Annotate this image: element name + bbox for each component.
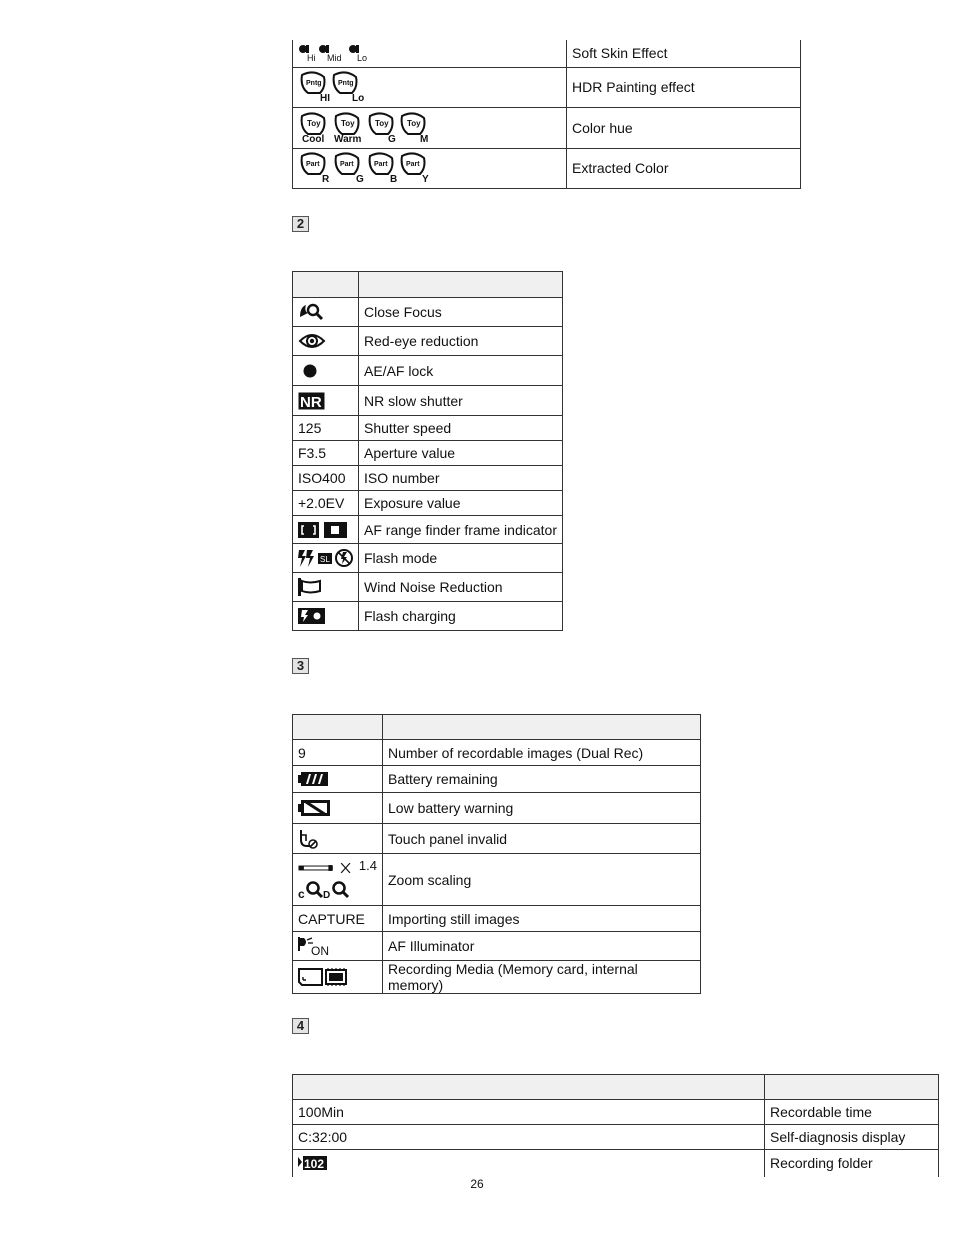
zoom-scale-cell (293, 854, 383, 906)
item-desc: Red-eye reduction (359, 327, 563, 356)
table-row (293, 824, 701, 854)
table-row (293, 932, 701, 961)
item-desc: Flash charging (359, 602, 563, 631)
svg-text:NR: NR (300, 393, 322, 410)
nr-slow-shutter-icon (293, 386, 359, 416)
low-battery-icon (293, 793, 383, 824)
section-marker-3: 3 (292, 658, 309, 674)
effects-table (292, 40, 801, 189)
table-row (293, 1150, 939, 1177)
section-marker-2: 2 (292, 216, 309, 232)
battery-icon (293, 766, 383, 793)
svg-text:Y: Y (422, 174, 429, 184)
recordable-images-value: 9 (293, 740, 383, 766)
table-row (293, 544, 563, 573)
effect-desc: Extracted Color (567, 148, 801, 188)
touch-invalid-icon (293, 824, 383, 854)
item-desc: Recordable time (765, 1100, 939, 1125)
item-desc: Importing still images (383, 906, 701, 932)
toy-camera-cool-warm-g-m-icon (293, 107, 567, 148)
svg-text:Pntg: Pntg (306, 80, 322, 87)
table-row (293, 766, 701, 793)
recordable-time-value: 100Min (293, 1100, 765, 1125)
af-frame-indicator-icon (293, 516, 359, 544)
svg-text:G: G (356, 174, 364, 184)
table-header-row (293, 715, 701, 740)
svg-text:SL: SL (320, 555, 330, 564)
header-display (293, 715, 383, 740)
partial-color-r-g-b-y-icon (293, 148, 567, 188)
table-row (293, 441, 563, 466)
table-row (293, 386, 563, 416)
table-row (293, 491, 563, 516)
svg-text:Toy: Toy (307, 118, 321, 128)
table-row (293, 573, 563, 602)
svg-text:HI: HI (320, 93, 330, 103)
section4-table (292, 1074, 939, 1177)
svg-text:Lo: Lo (357, 53, 368, 64)
item-desc: Flash mode (359, 544, 563, 573)
af-illuminator-icon (293, 932, 383, 961)
table-row (293, 298, 563, 327)
svg-text:M: M (420, 133, 429, 144)
soft-skin-hi-mid-lo-icon (293, 40, 567, 67)
capture-value: CAPTURE (293, 906, 383, 932)
svg-text:Part: Part (374, 161, 388, 168)
zoom-type-icons (298, 879, 354, 899)
effect-desc: Color hue (567, 107, 801, 148)
svg-text:Pntg: Pntg (338, 80, 354, 87)
page-number: 26 (470, 1177, 484, 1191)
table-row (293, 107, 801, 148)
table-row (293, 466, 563, 491)
table-row (293, 906, 701, 932)
table-row (293, 356, 563, 386)
item-desc: Shutter speed (359, 416, 563, 441)
svg-text:D: D (323, 890, 331, 899)
item-desc: Exposure value (359, 491, 563, 516)
item-desc: Number of recordable images (Dual Rec) (383, 740, 701, 766)
aperture-value: F3.5 (293, 441, 359, 466)
svg-text:Part: Part (306, 161, 320, 168)
table-row (293, 961, 701, 994)
item-desc: AE/AF lock (359, 356, 563, 386)
item-desc: Battery remaining (383, 766, 701, 793)
item-desc: ISO number (359, 466, 563, 491)
svg-text:c: c (298, 887, 305, 899)
item-desc: AF range finder frame indicator (359, 516, 563, 544)
section-marker-4: 4 (292, 1018, 309, 1034)
section3-table (292, 714, 701, 994)
table-header-row (293, 1075, 939, 1100)
item-desc: AF Illuminator (383, 932, 701, 961)
flash-mode-icon (293, 544, 359, 573)
item-desc: Recording Media (Memory card, internal memory) (383, 961, 701, 994)
self-diagnosis-value: C:32:00 (293, 1125, 765, 1150)
svg-text:102: 102 (304, 1157, 325, 1172)
svg-text:Part: Part (340, 161, 354, 168)
table-row (293, 40, 801, 67)
svg-text:Toy: Toy (407, 118, 421, 128)
table-row (293, 148, 801, 188)
header-display (293, 1075, 765, 1100)
svg-text:B: B (390, 174, 398, 184)
table-row (293, 602, 563, 631)
item-desc: Aperture value (359, 441, 563, 466)
flash-charging-icon (293, 602, 359, 631)
hdr-painting-hi-lo-icon (293, 67, 567, 107)
effect-desc: HDR Painting effect (567, 67, 801, 107)
table-row (293, 516, 563, 544)
wind-noise-icon (293, 573, 359, 602)
header-meaning (383, 715, 701, 740)
svg-text:Hi: Hi (307, 53, 316, 64)
iso-value: ISO400 (293, 466, 359, 491)
item-desc: Recording folder (765, 1150, 939, 1177)
svg-text:Cool: Cool (302, 133, 325, 144)
recording-folder-icon (293, 1150, 765, 1177)
header-display (293, 272, 359, 298)
table-row (293, 67, 801, 107)
svg-text:Warm: Warm (334, 133, 362, 144)
red-eye-icon (293, 327, 359, 356)
svg-text:Toy: Toy (341, 118, 355, 128)
close-focus-icon (293, 298, 359, 327)
recording-media-icon (293, 961, 383, 994)
exposure-value: +2.0EV (293, 491, 359, 516)
ae-af-lock-icon (293, 356, 359, 386)
section2-table (292, 271, 563, 631)
shutter-speed-value: 125 (293, 416, 359, 441)
table-row (293, 854, 701, 906)
effect-desc: Soft Skin Effect (567, 40, 801, 67)
table-header-row (293, 272, 563, 298)
item-desc: Wind Noise Reduction (359, 573, 563, 602)
zoom-scale-icon (298, 862, 353, 874)
item-desc: Touch panel invalid (383, 824, 701, 854)
item-desc: NR slow shutter (359, 386, 563, 416)
item-desc: Zoom scaling (383, 854, 701, 906)
svg-text:Part: Part (406, 161, 420, 168)
header-meaning (765, 1075, 939, 1100)
table-row (293, 793, 701, 824)
header-meaning (359, 272, 563, 298)
item-desc: Self-diagnosis display (765, 1125, 939, 1150)
table-row (293, 740, 701, 766)
table-row (293, 1100, 939, 1125)
svg-text:G: G (388, 133, 396, 144)
svg-text:Mid: Mid (327, 53, 342, 64)
zoom-scale-value: 1.4 (358, 857, 377, 873)
svg-text:R: R (322, 174, 330, 184)
svg-text:Toy: Toy (375, 118, 389, 128)
item-desc: Close Focus (359, 298, 563, 327)
svg-text:Lo: Lo (352, 93, 365, 103)
svg-text:ON: ON (311, 944, 329, 956)
table-row (293, 327, 563, 356)
table-row (293, 1125, 939, 1150)
table-row (293, 416, 563, 441)
item-desc: Low battery warning (383, 793, 701, 824)
